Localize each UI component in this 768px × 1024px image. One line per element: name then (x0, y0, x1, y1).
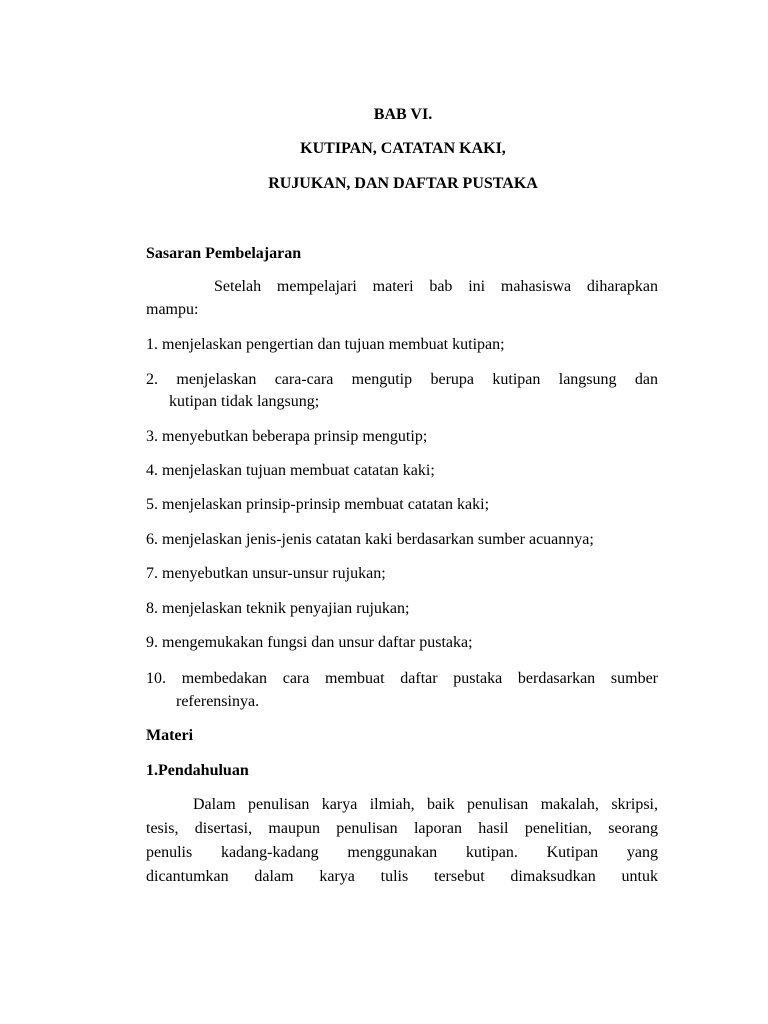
objectives-intro-line-1: Setelah mempelajari materi bab ini mahasiswa diharapkan (214, 278, 658, 295)
objective-item: 3. menyebutkan beberapa prinsip mengutip; (146, 428, 428, 445)
objectives-intro-line-2: mampu: (146, 301, 199, 318)
objective-item: 4. menjelaskan tujuan membuat catatan kaki; (146, 462, 435, 479)
section-heading: 1.Pendahuluan (146, 762, 249, 779)
objective-item: 9. mengemukakan fungsi dan unsur daftar pustaka; (146, 634, 473, 651)
objective-item: 6. menjelaskan jenis-jenis catatan kaki berdasarkan sumber acuannya; (146, 531, 594, 548)
paragraph-line: penulis kadang-kadang menggunakan kutipan. Kutipan yang (146, 844, 658, 861)
chapter-title-line-2: RUJUKAN, DAN DAFTAR PUSTAKA (268, 175, 538, 192)
paragraph-line: dicantumkan dalam karya tulis tersebut dimaksudkan untuk (146, 868, 658, 885)
paragraph-line: tesis, disertasi, maupun penulisan laporan hasil penelitian, seorang (146, 820, 658, 837)
paragraph-line: Dalam penulisan karya ilmiah, baik penulisan makalah, skripsi, (193, 796, 658, 813)
chapter-title-line-1: KUTIPAN, CATATAN KAKI, (300, 140, 506, 157)
objective-item: 10. membedakan cara membuat daftar pustaka berdasarkan sumber (146, 670, 658, 687)
objective-item: 7. menyebutkan unsur-unsur rujukan; (146, 565, 386, 582)
materi-heading: Materi (146, 727, 194, 744)
objective-item: 5. menjelaskan prinsip-prinsip membuat catatan kaki; (146, 496, 490, 513)
objective-item: 2. menjelaskan cara-cara mengutip berupa kutipan langsung dan (146, 371, 658, 388)
objective-item-continuation: referensinya. (176, 693, 260, 710)
objective-item: 1. menjelaskan pengertian dan tujuan membuat kutipan; (146, 336, 505, 353)
objective-item: 8. menjelaskan teknik penyajian rujukan; (146, 600, 410, 617)
objectives-heading: Sasaran Pembelajaran (146, 245, 302, 262)
chapter-number: BAB VI. (373, 106, 433, 123)
objective-item-continuation: kutipan tidak langsung; (169, 393, 320, 410)
